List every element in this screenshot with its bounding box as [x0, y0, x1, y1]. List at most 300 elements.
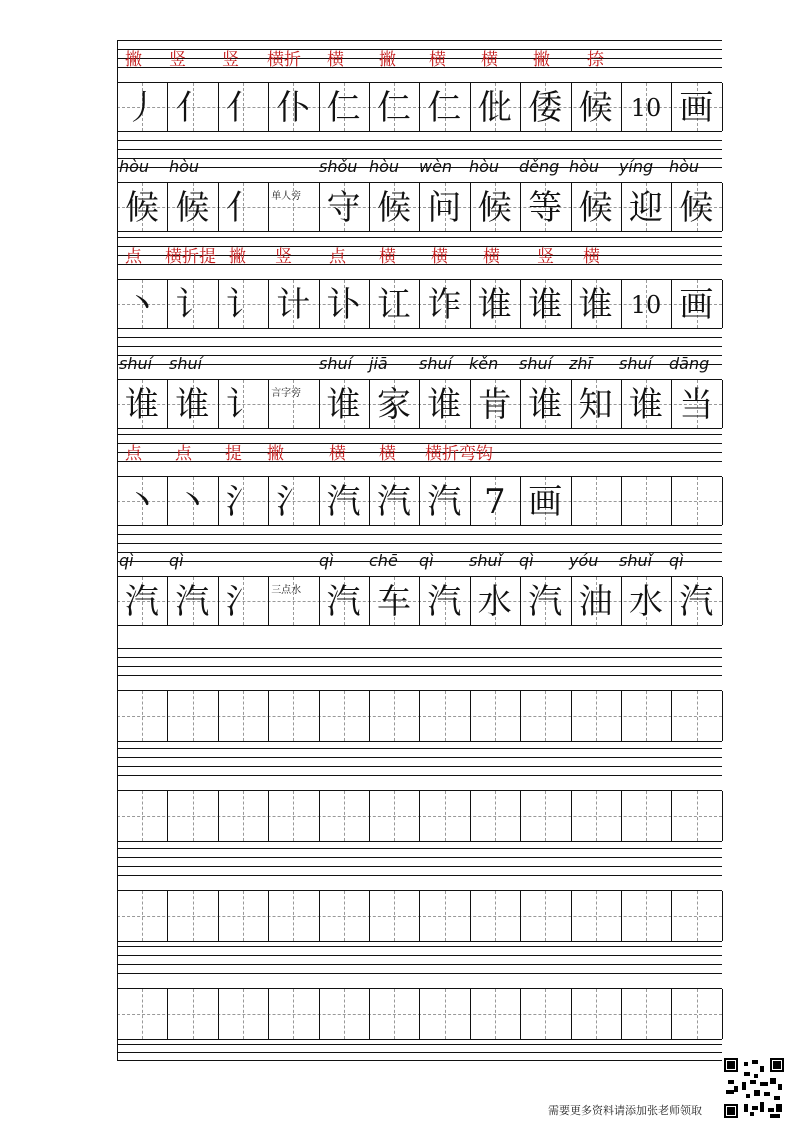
grid-guide-line	[697, 989, 698, 1039]
pinyin-text: hòu	[469, 157, 500, 176]
grid-guide-line	[495, 691, 496, 741]
grid-cell-border	[621, 691, 622, 741]
pinyin-row	[117, 337, 722, 377]
grid-guide-line	[142, 891, 143, 941]
sequence-character: 计	[276, 285, 311, 325]
stroke-name-label: 横折	[267, 50, 301, 70]
grid-cell-border	[319, 891, 320, 941]
radical-name: 言字旁	[271, 388, 302, 399]
qr-module	[734, 1086, 738, 1092]
grid-cell-border	[268, 691, 269, 741]
pinyin-text: jiā	[369, 354, 388, 373]
stroke-order-row	[117, 434, 722, 466]
word-character: 家	[377, 385, 411, 425]
grid-guide-line	[697, 891, 698, 941]
stroke-name-label: 撇	[379, 50, 396, 70]
grid-cell-border	[722, 477, 723, 525]
grid-cell-border	[369, 691, 370, 741]
grid-cell-border	[722, 691, 723, 741]
sequence-character: 汽	[326, 482, 361, 522]
grid-guide-line	[193, 891, 194, 941]
blank-band-line	[117, 946, 722, 947]
pinyin-text: qì	[419, 551, 434, 570]
word-character: 谁	[125, 385, 159, 425]
grid-cell-border	[268, 380, 269, 428]
grid-guide-line	[193, 989, 194, 1039]
grid-cell-border	[218, 791, 219, 841]
stroke-name-label: 点	[329, 247, 346, 267]
grid-cell-border	[218, 891, 219, 941]
grid-cell-border	[621, 891, 622, 941]
blank-band-line	[117, 955, 722, 956]
sequence-character: 亻	[225, 88, 260, 128]
pinyin-text: wèn	[419, 157, 453, 176]
stroke-name-label: 竖	[169, 50, 186, 70]
qr-code-icon	[724, 1058, 784, 1118]
qr-module	[744, 1072, 750, 1076]
grid-cell-border	[268, 989, 269, 1039]
blank-band-line	[117, 857, 722, 858]
grid-guide-line	[243, 989, 244, 1039]
qr-module	[754, 1074, 758, 1078]
qr-module	[773, 1061, 781, 1069]
word-character: 汽	[326, 582, 361, 622]
word-character: 候	[125, 188, 159, 228]
grid-cell-border	[268, 183, 269, 231]
blank-band-line	[117, 775, 722, 776]
word-character: 讠	[225, 385, 260, 425]
pinyin-text: qì	[319, 551, 334, 570]
stroke-name-label: 点	[125, 444, 142, 464]
grid-cell-border	[722, 183, 723, 231]
sequence-character: 讠	[225, 285, 260, 325]
grid-guide-line	[394, 791, 395, 841]
pinyin-text: shǒu	[319, 157, 358, 176]
grid-guide-line	[646, 791, 647, 841]
blank-practice-grid	[117, 790, 722, 842]
stroke-name-label: 捺	[587, 50, 604, 70]
pinyin-text: hòu	[669, 157, 700, 176]
grid-cell-border	[470, 691, 471, 741]
sequence-character: 诈	[427, 285, 462, 325]
word-character: 候	[477, 188, 512, 228]
grid-cell-border	[571, 477, 572, 525]
word-character: 当	[679, 385, 714, 425]
word-character: 水	[477, 582, 512, 622]
qr-module	[770, 1078, 776, 1084]
word-character: 汽	[528, 582, 563, 622]
grid-cell-border	[722, 83, 723, 131]
stroke-name-label: 横	[483, 247, 500, 267]
grid-cell-border	[671, 691, 672, 741]
grid-cell-border	[671, 989, 672, 1039]
stroke-name-label: 横	[429, 50, 446, 70]
stroke-sequence-grid	[117, 476, 722, 526]
blank-practice-grid	[117, 690, 722, 742]
stroke-name-label: 竖	[537, 247, 554, 267]
grid-cell-border	[369, 891, 370, 941]
stroke-name-label: 撇	[125, 50, 142, 70]
qr-module	[778, 1084, 782, 1090]
grid-guide-line	[394, 691, 395, 741]
grid-guide-line	[545, 989, 546, 1039]
sequence-character: 画	[679, 88, 714, 128]
blank-band-line	[117, 657, 722, 658]
word-character: 等	[528, 188, 563, 228]
stroke-name-label: 横	[327, 50, 344, 70]
stroke-name-label: 横	[583, 247, 600, 267]
sequence-character: 丶	[125, 285, 159, 325]
grid-cell-border	[520, 989, 521, 1039]
word-character: 谁	[528, 385, 563, 425]
pinyin-text: hòu	[569, 157, 600, 176]
pinyin-text: qì	[169, 551, 184, 570]
stroke-name-label: 横	[431, 247, 448, 267]
qr-module	[726, 1090, 734, 1094]
qr-module	[727, 1107, 735, 1115]
grid-cell-border	[671, 791, 672, 841]
word-character: 汽	[679, 582, 714, 622]
grid-cell-border	[722, 280, 723, 328]
grid-guide-line	[142, 791, 143, 841]
stroke-name-label: 点	[175, 444, 192, 464]
stroke-name-label: 横	[481, 50, 498, 70]
pinyin-text: shuǐ	[469, 551, 503, 570]
qr-module	[754, 1090, 760, 1096]
qr-module	[770, 1114, 780, 1118]
stroke-name-label: 点	[125, 247, 142, 267]
grid-guide-line	[646, 691, 647, 741]
word-character: 谁	[326, 385, 361, 425]
stroke-name-label: 横	[329, 444, 346, 464]
stroke-name-label: 撇	[267, 444, 284, 464]
word-character: 氵	[225, 582, 260, 622]
sequence-character: 仆	[276, 88, 311, 128]
stroke-name-label: 横折提	[165, 247, 216, 267]
sequence-character: 氵	[225, 482, 260, 522]
blank-practice-grid	[117, 890, 722, 942]
sequence-character: 氵	[276, 482, 311, 522]
pinyin-text: yíng	[619, 157, 654, 176]
grid-guide-line	[193, 691, 194, 741]
grid-cell-border	[470, 791, 471, 841]
blank-band-line	[117, 973, 722, 974]
grid-cell-border	[419, 791, 420, 841]
grid-guide-line	[445, 891, 446, 941]
sequence-character: 仁	[427, 88, 462, 128]
stroke-sequence-grid	[117, 279, 722, 329]
grid-guide-line	[646, 477, 647, 525]
grid-cell-border	[268, 891, 269, 941]
word-practice-grid	[117, 182, 722, 232]
grid-cell-border	[520, 691, 521, 741]
grid-guide-line	[344, 891, 345, 941]
grid-guide-line	[243, 691, 244, 741]
qr-module	[750, 1112, 754, 1116]
word-character: 亻	[225, 188, 260, 228]
qr-module	[746, 1094, 750, 1098]
pinyin-text: chē	[369, 551, 398, 570]
sequence-character: 仁	[326, 88, 361, 128]
stroke-name-label: 撇	[533, 50, 550, 70]
sequence-character: 倭	[528, 88, 563, 128]
word-character: 油	[578, 582, 613, 622]
grid-guide-line	[394, 891, 395, 941]
grid-guide-line	[495, 791, 496, 841]
word-character: 谁	[175, 385, 210, 425]
stroke-name-label: 撇	[229, 247, 246, 267]
qr-module	[760, 1066, 764, 1072]
grid-guide-line	[142, 691, 143, 741]
grid-guide-line	[445, 989, 446, 1039]
sequence-character: 讣	[326, 285, 361, 325]
pinyin-text: shuí	[169, 354, 203, 373]
pinyin-text: hòu	[369, 157, 400, 176]
pinyin-text: děng	[519, 157, 560, 176]
word-character: 迎	[629, 188, 663, 228]
grid-cell-border	[671, 891, 672, 941]
grid-cell-border	[319, 989, 320, 1039]
grid-guide-line	[293, 989, 294, 1039]
grid-cell-border	[268, 791, 269, 841]
pinyin-text: shuí	[619, 354, 653, 373]
stroke-name-label: 提	[225, 444, 242, 464]
grid-guide-line	[596, 791, 597, 841]
word-character: 肯	[477, 385, 512, 425]
qr-module	[728, 1080, 734, 1084]
word-character: 汽	[175, 582, 210, 622]
pinyin-text: qì	[669, 551, 684, 570]
grid-cell-border	[167, 989, 168, 1039]
grid-cell-border	[671, 477, 672, 525]
pinyin-text: shuí	[319, 354, 353, 373]
word-character: 谁	[427, 385, 462, 425]
sequence-character: 谁	[528, 285, 563, 325]
grid-guide-line	[697, 477, 698, 525]
grid-cell-border	[167, 791, 168, 841]
sequence-character: 画	[679, 285, 714, 325]
qr-module	[744, 1062, 748, 1066]
pinyin-text: hòu	[169, 157, 200, 176]
grid-cell-border	[621, 791, 622, 841]
grid-cell-border	[722, 380, 723, 428]
grid-guide-line	[495, 891, 496, 941]
grid-cell-border	[470, 989, 471, 1039]
blank-band-line	[117, 1052, 722, 1053]
grid-guide-line	[394, 989, 395, 1039]
pinyin-text: shuǐ	[619, 551, 653, 570]
grid-cell-border	[621, 989, 622, 1039]
grid-guide-line	[545, 691, 546, 741]
blank-band-line	[117, 848, 722, 849]
blank-band-line	[117, 666, 722, 667]
grid-cell-border	[520, 891, 521, 941]
blank-band-line	[117, 866, 722, 867]
qr-module	[768, 1108, 774, 1112]
grid-cell-border	[571, 989, 572, 1039]
qr-module	[760, 1102, 764, 1112]
grid-cell-border	[369, 791, 370, 841]
qr-module	[750, 1080, 756, 1084]
grid-cell-border	[470, 891, 471, 941]
grid-guide-line	[293, 891, 294, 941]
word-character: 候	[377, 188, 411, 228]
sequence-character: 画	[528, 482, 563, 522]
grid-guide-line	[293, 791, 294, 841]
sheet-left-border	[117, 40, 118, 1060]
pinyin-row	[117, 140, 722, 180]
radical-name: 单人旁	[271, 191, 302, 202]
qr-module	[752, 1060, 758, 1064]
grid-guide-line	[697, 791, 698, 841]
grid-cell-border	[419, 989, 420, 1039]
sequence-character: 汽	[427, 482, 462, 522]
grid-cell-border	[218, 691, 219, 741]
qr-module	[764, 1092, 770, 1096]
worksheet	[117, 40, 722, 1060]
grid-guide-line	[344, 691, 345, 741]
pinyin-text: shuí	[419, 354, 453, 373]
qr-module	[727, 1061, 735, 1069]
grid-guide-line	[344, 791, 345, 841]
word-character: 水	[629, 582, 663, 622]
pinyin-text: qì	[519, 551, 534, 570]
grid-cell-border	[419, 891, 420, 941]
qr-module	[776, 1104, 782, 1112]
grid-cell-border	[167, 891, 168, 941]
grid-cell-border	[571, 791, 572, 841]
qr-module	[742, 1082, 746, 1090]
blank-band-line	[117, 757, 722, 758]
grid-guide-line	[243, 791, 244, 841]
grid-guide-line	[697, 691, 698, 741]
blank-practice-grid	[117, 988, 722, 1040]
grid-cell-border	[268, 577, 269, 625]
grid-cell-border	[722, 577, 723, 625]
pinyin-text: hòu	[119, 157, 150, 176]
grid-guide-line	[646, 989, 647, 1039]
stroke-name-label: 横	[379, 444, 396, 464]
stroke-name-label: 横折弯钩	[425, 444, 493, 464]
stroke-order-row	[117, 40, 722, 72]
qr-module	[752, 1106, 758, 1110]
blank-band-line	[117, 1044, 722, 1045]
grid-guide-line	[193, 791, 194, 841]
grid-guide-line	[293, 691, 294, 741]
grid-guide-line	[545, 791, 546, 841]
grid-cell-border	[571, 891, 572, 941]
footer-note: 需要更多资料请添加张老师领取	[548, 1104, 702, 1117]
word-character: 候	[175, 188, 210, 228]
grid-guide-line	[445, 791, 446, 841]
pinyin-text: shuí	[519, 354, 553, 373]
word-character: 候	[578, 188, 613, 228]
blank-band-line	[117, 875, 722, 876]
grid-guide-line	[445, 691, 446, 741]
pinyin-text: dāng	[669, 354, 710, 373]
sequence-character: 7	[483, 482, 506, 522]
word-character: 车	[377, 582, 411, 622]
sequence-character: 仁	[377, 88, 411, 128]
blank-band-line	[117, 675, 722, 676]
grid-cell-border	[419, 691, 420, 741]
grid-cell-border	[167, 691, 168, 741]
word-character: 汽	[125, 582, 159, 622]
grid-cell-border	[722, 791, 723, 841]
grid-guide-line	[596, 477, 597, 525]
sequence-character: 候	[578, 88, 613, 128]
stroke-name-label: 横	[379, 247, 396, 267]
grid-cell-border	[369, 989, 370, 1039]
sequence-character: 谁	[578, 285, 613, 325]
sequence-character: 丶	[175, 482, 210, 522]
sequence-character: 谁	[477, 285, 512, 325]
grid-cell-border	[218, 989, 219, 1039]
grid-cell-border	[722, 989, 723, 1039]
blank-band-line	[117, 1060, 722, 1061]
sequence-character: 10	[630, 291, 662, 319]
pinyin-text: yóu	[569, 551, 599, 570]
sequence-character: 亻	[175, 88, 210, 128]
grid-guide-line	[142, 989, 143, 1039]
grid-guide-line	[243, 891, 244, 941]
qr-module	[744, 1104, 748, 1112]
sequence-character: 丿	[125, 88, 159, 128]
blank-band-line	[117, 648, 722, 649]
pinyin-text: zhī	[569, 354, 592, 373]
word-character: 汽	[427, 582, 462, 622]
sequence-character: 讠	[175, 285, 210, 325]
pinyin-text: shuí	[119, 354, 153, 373]
grid-guide-line	[646, 891, 647, 941]
word-practice-grid	[117, 576, 722, 626]
word-practice-grid	[117, 379, 722, 429]
pinyin-text: qì	[119, 551, 134, 570]
radical-name: 三点水	[271, 585, 302, 596]
word-character: 问	[427, 188, 462, 228]
stroke-name-label: 竖	[222, 50, 239, 70]
grid-cell-border	[319, 791, 320, 841]
word-character: 候	[679, 188, 714, 228]
blank-band-line	[117, 964, 722, 965]
sequence-character: 讧	[377, 285, 411, 325]
grid-cell-border	[722, 891, 723, 941]
pinyin-row	[117, 534, 722, 574]
sequence-character: 10	[630, 94, 662, 122]
blank-band-line	[117, 766, 722, 767]
word-character: 知	[578, 385, 613, 425]
sequence-character: 仳	[477, 88, 512, 128]
grid-guide-line	[344, 989, 345, 1039]
grid-guide-line	[596, 691, 597, 741]
qr-module	[760, 1082, 768, 1086]
grid-guide-line	[596, 989, 597, 1039]
grid-guide-line	[495, 989, 496, 1039]
word-character: 守	[326, 188, 361, 228]
pinyin-text: kěn	[469, 354, 499, 373]
qr-module	[774, 1096, 780, 1100]
stroke-name-label: 竖	[275, 247, 292, 267]
grid-guide-line	[596, 891, 597, 941]
grid-cell-border	[520, 791, 521, 841]
stroke-order-row	[117, 237, 722, 269]
word-character: 谁	[629, 385, 663, 425]
grid-cell-border	[571, 691, 572, 741]
blank-band-line	[117, 748, 722, 749]
sequence-character: 丶	[125, 482, 159, 522]
grid-cell-border	[319, 691, 320, 741]
sequence-character: 汽	[377, 482, 411, 522]
